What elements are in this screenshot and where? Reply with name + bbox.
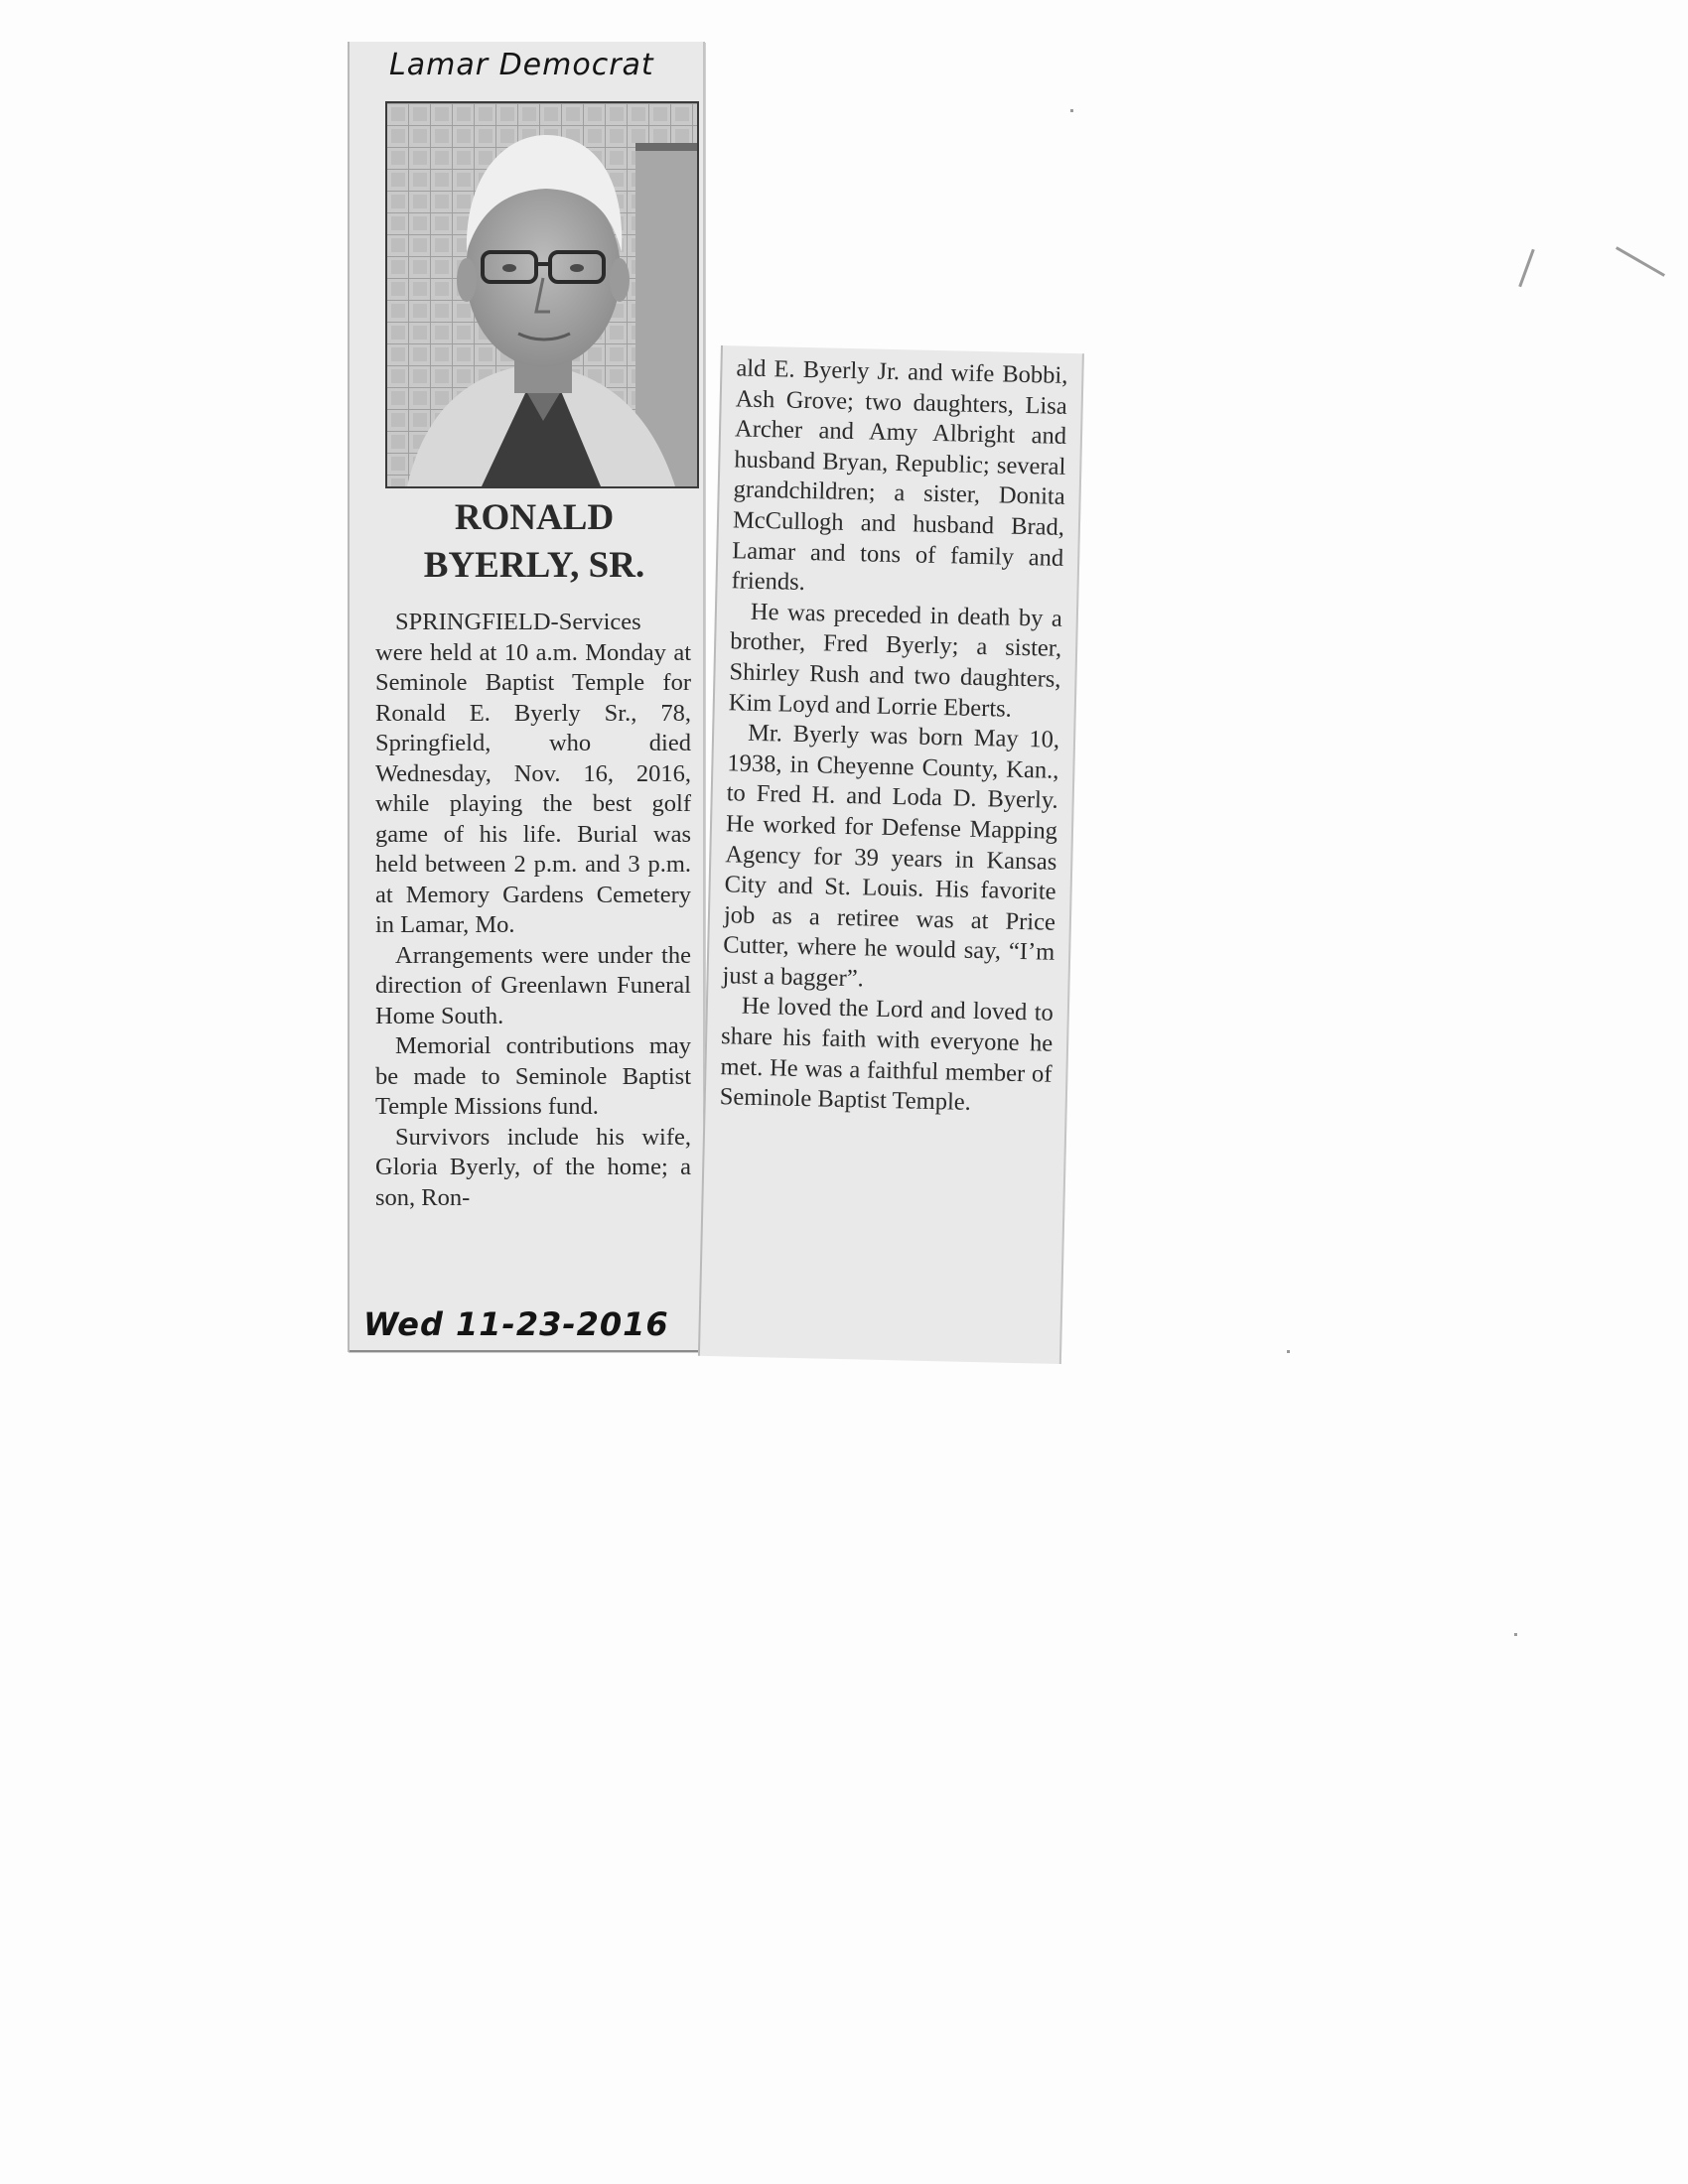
paragraph-services: SPRINGFIELD-Services were held at 10 a.m. Monday at Seminole Baptist Temple for Ronald E. Byerly Sr., 78, Springfield, who died Wednesday, Nov. 16, 2016, while playing the best golf game of his life. Burial was held between 2 p.m. and 3 p.m. at Memory Gardens Cemetery in Lamar, Mo. xyxy=(375,609,691,938)
scan-speck xyxy=(1287,1350,1290,1353)
scan-speck xyxy=(1616,246,1665,277)
obituary-clipping-right xyxy=(698,345,1084,1364)
paragraph-faith: He loved the Lord and loved to share his faith with everyone he met. He was a faithful member of Seminole Baptist Temple. xyxy=(719,993,1055,1117)
paragraph-survivors-continued: ald E. Byerly Jr. and wife Bobbi, Ash Grove; two daughters, Lisa Archer and Amy Albright and husband Bryan, Republic; several grandchildren; a sister, Donita McCullogh and husband Brad, Lamar and tons of family and friends. xyxy=(731,354,1068,597)
handwritten-date-note: Wed 11-23-2016 xyxy=(363,1305,669,1343)
clipping-bottom-rule xyxy=(350,1350,703,1352)
obituary-clipping-left xyxy=(348,42,705,1352)
paragraph-arrangements: Arrangements were under the direction of Greenlawn Funeral Home South. xyxy=(375,941,691,1029)
headline-last-name: BYERLY, SR. xyxy=(423,545,645,586)
paragraph-survivors-start: Survivors include his wife, Gloria Byerly, of the home; a son, Ron- xyxy=(375,1123,691,1211)
scan-speck xyxy=(1070,109,1073,112)
headline-first-name: RONALD xyxy=(454,497,615,538)
paragraph-biography: Mr. Byerly was born May 10, 1938, in Cheyenne County, Kan., to Fred H. and Loda D. Byerly. He worked for Defense Mapping Agency for 39 years in Kansas City and St. Louis. His favorite job as a retiree was at Price Cutter, where he would say, “I’m just a bagger”. xyxy=(722,719,1060,993)
obituary-text-column-2 xyxy=(719,353,1067,1120)
paragraph-memorials: Memorial contributions may be made to Seminole Baptist Temple Missions fund. xyxy=(375,1032,691,1120)
portrait-photo-icon xyxy=(387,103,697,486)
scan-speck xyxy=(1518,249,1535,288)
handwritten-source-note: Lamar Democrat xyxy=(389,48,654,82)
paragraph-preceded: He was preceded in death by a brother, Fred Byerly; a sister, Shirley Rush and two daughters, Kim Loyd and Lorrie Eberts. xyxy=(728,598,1063,723)
portrait-photo xyxy=(385,101,699,488)
obituary-text-column-1 xyxy=(375,608,691,1213)
scan-speck xyxy=(1514,1633,1517,1636)
obituary-headline xyxy=(369,494,699,590)
